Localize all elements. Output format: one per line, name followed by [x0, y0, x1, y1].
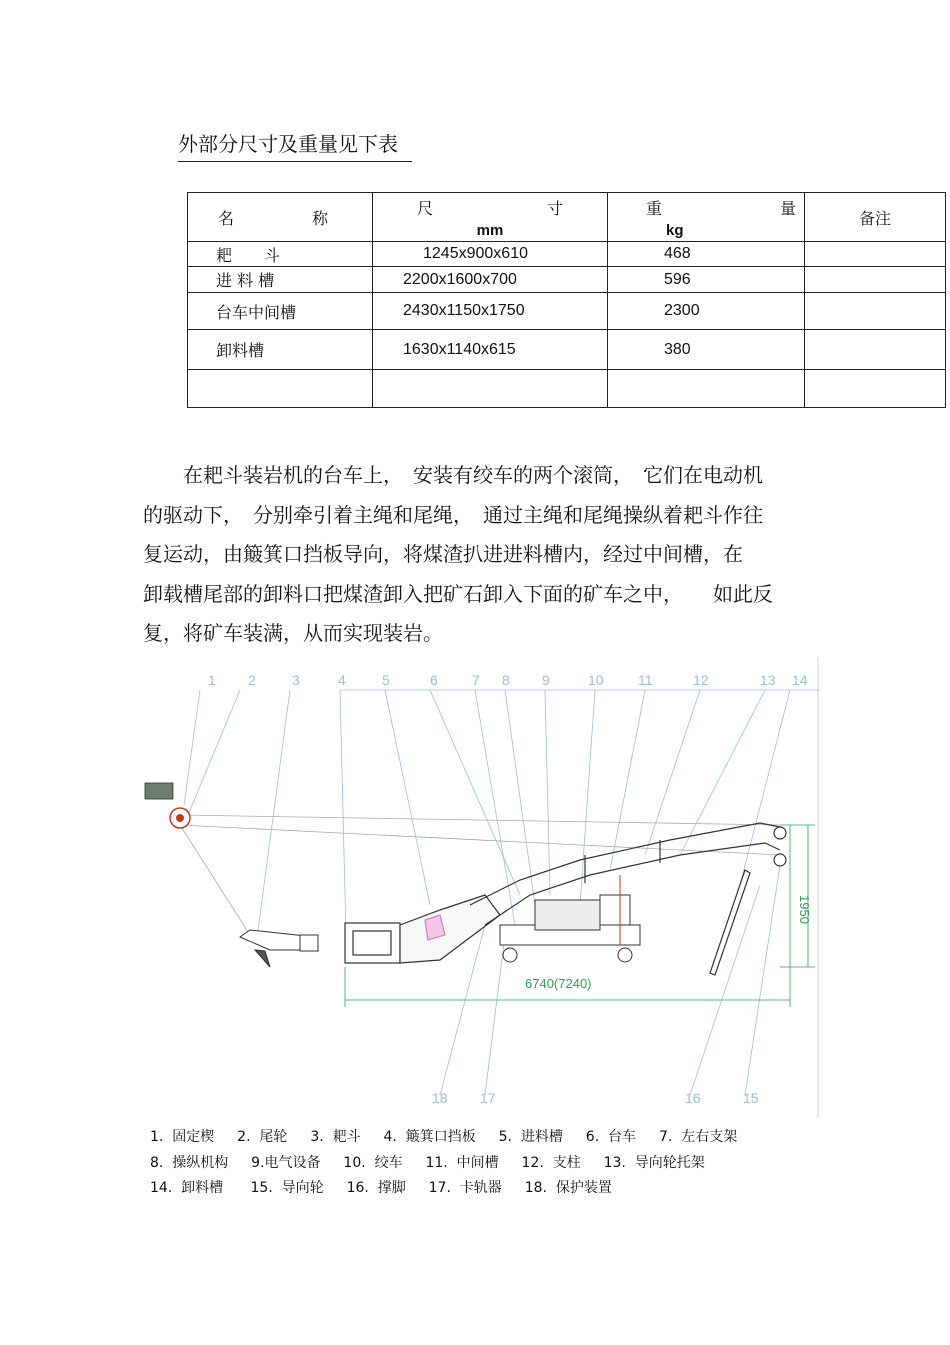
callout-number: 9: [542, 672, 550, 688]
parts-legend: [150, 1125, 737, 1202]
callout-number: 7: [472, 672, 480, 688]
tail-pulley: [145, 783, 190, 828]
length-dimension: 6740(7240): [525, 976, 592, 991]
cell-note: [805, 267, 946, 293]
paragraph-line: 复，将矿车装满，从而实现装岩。: [143, 621, 443, 645]
callout-number: 6: [430, 672, 438, 688]
callout-number: 16: [685, 1090, 701, 1106]
cell-weight: 2300: [608, 293, 805, 330]
cell-weight: 380: [608, 330, 805, 370]
header-size-char: 尺: [417, 199, 434, 218]
callout-number: 1: [208, 672, 216, 688]
callout-number: 8: [502, 672, 510, 688]
cell-size: 1630x1140x615: [373, 330, 608, 370]
table-row: [188, 267, 946, 293]
cell-name: 卸料槽: [188, 330, 373, 370]
section-title: 外部分尺寸及重量见下表: [178, 128, 412, 162]
scraper-bucket: [240, 930, 318, 967]
callout-number: 5: [382, 672, 390, 688]
header-size: [373, 193, 608, 242]
paragraph-line: 卸载槽尾部的卸料口把煤渣卸入把矿石卸入下面的矿车之中， 如此反: [143, 581, 773, 606]
cell-note: [805, 370, 946, 408]
header-weight: [608, 193, 805, 242]
cell-weight: [608, 370, 805, 408]
header-name: [188, 193, 373, 242]
callout-number: 2: [248, 672, 256, 688]
inlet-trough: [345, 895, 500, 963]
header-weight-unit: kg: [666, 222, 684, 239]
cell-name: 进 料 槽: [188, 267, 373, 293]
height-dimension: 1950: [797, 895, 812, 924]
header-weight-char: 量: [779, 199, 796, 218]
cell-note: [805, 242, 946, 267]
callout-number: 15: [743, 1090, 759, 1106]
cell-note: [805, 293, 946, 330]
callout-number: 3: [292, 672, 300, 688]
legend-line: 1. 固定楔 2. 尾轮 3. 耙斗 4. 簸箕口挡板 5. 进料槽 6. 台车 7. 左右支架: [150, 1129, 738, 1145]
cell-note: [805, 330, 946, 370]
legend-line: 8. 操纵机构 9.电气设备 10. 绞车 11. 中间槽 12. 支柱 13. 导向轮托架: [150, 1154, 705, 1171]
header-name-char: 名: [218, 208, 235, 228]
loader-drawing: [140, 655, 820, 1120]
header-size-unit: mm: [476, 222, 504, 239]
description-paragraph: [143, 456, 813, 654]
callout-number: 4: [338, 672, 346, 688]
table-row: [188, 330, 946, 370]
legend-line: 14. 卸料槽 15. 导向轮 16. 撑脚 17. 卡轨器 18. 保护装置: [150, 1180, 612, 1196]
callout-number: 17: [480, 1090, 496, 1106]
callout-number: 12: [693, 672, 709, 688]
table-row: [188, 242, 946, 267]
callout-leaders: [184, 690, 820, 1095]
cell-weight: 468: [608, 242, 805, 267]
cell-name: 台车中间槽: [188, 293, 373, 330]
callout-number: 13: [760, 672, 776, 688]
callout-number: 14: [792, 672, 808, 688]
header-name-char: 称: [311, 208, 328, 228]
table-row: [188, 370, 946, 408]
callout-number: 18: [432, 1090, 448, 1106]
header-note: 备注: [805, 193, 946, 242]
callout-number: 11: [638, 672, 653, 688]
cell-name: [188, 370, 373, 408]
cell-size: 1245x900x610: [373, 242, 608, 267]
header-weight-char: 重: [646, 199, 663, 218]
cell-weight: 596: [608, 267, 805, 293]
cell-size: 2200x1600x700: [373, 267, 608, 293]
callout-number: 10: [588, 672, 604, 688]
paragraph-line: 复运动，由簸箕口挡板导向，将煤渣扒进进料槽内，经过中间槽，在: [143, 542, 743, 566]
cell-size: [373, 370, 608, 408]
cell-name: 耙 斗: [188, 242, 373, 267]
spec-table: [187, 192, 946, 408]
cell-size: 2430x1150x1750: [373, 293, 608, 330]
carriage: [500, 875, 640, 962]
paragraph-line: 的驱动下， 分别牵引着主绳和尾绳， 通过主绳和尾绳操纵着耙斗作往: [143, 502, 763, 527]
table-row: [188, 293, 946, 330]
paragraph-line: 在耙斗装岩机的台车上， 安装有绞车的两个滚筒， 它们在电动机: [143, 463, 763, 487]
table-header-row: [188, 193, 946, 242]
header-size-char: 寸: [546, 199, 563, 218]
